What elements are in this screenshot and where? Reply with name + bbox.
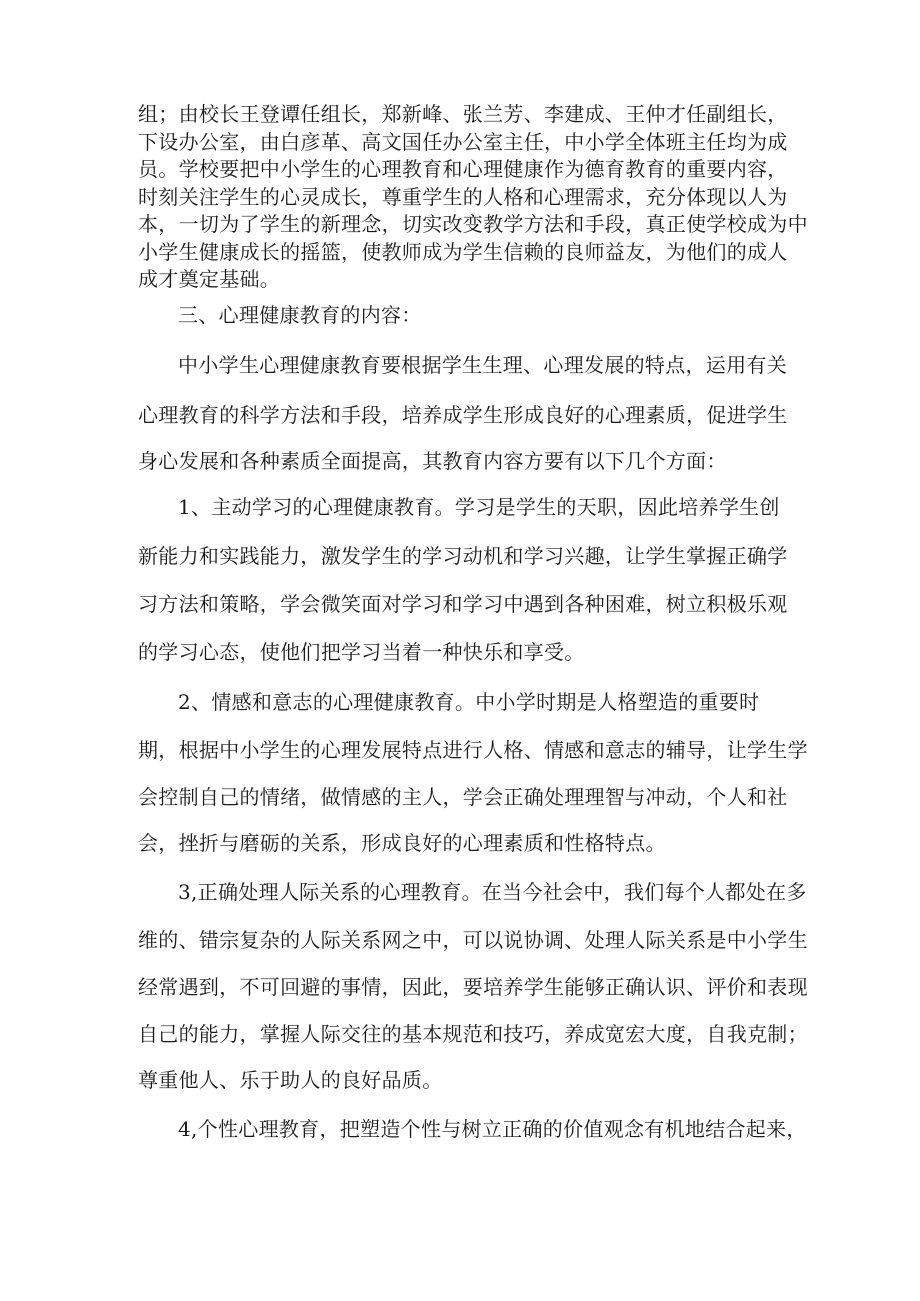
text-line: 期，根据中小学生的心理发展特点进行人格、情感和意志的辅导，让学生学 (138, 738, 808, 762)
text-line: 经常遇到，不可回避的事情，因此，要培养学生能够正确认识、评价和表现 (138, 975, 808, 999)
text-line: 会控制自己的情绪，做情感的主人，学会正确处理理智与冲动，个人和社 (138, 785, 788, 809)
text-line: 身心发展和各种素质全面提高，其教育内容方要有以下几个方面： (138, 449, 727, 473)
text-line: 成才奠定基础。 (138, 267, 281, 291)
text-line: 尊重他人、乐于助人的良好品质。 (138, 1068, 443, 1092)
text-line: 3,正确处理人际关系的心理教育。在当今社会中，我们每个人都处在多 (178, 880, 807, 904)
text-line: 会，挫折与磨砺的关系，形成良好的心理素质和性格特点。 (138, 831, 666, 855)
text-line: 自己的能力，掌握人际交往的基本规范和技巧，养成宽宏大度，自我克制； (138, 1022, 808, 1046)
text-line: 中小学生心理健康教育要根据学生生理、心理发展的特点，运用有关 (178, 353, 787, 377)
text-line: 2、情感和意志的心理健康教育。中小学时期是人格塑造的重要时 (178, 690, 760, 714)
text-line: 本，一切为了学生的新理念，切实改变教学方法和手段，真正使学校成为中 (138, 212, 808, 236)
text-line: 维的、错宗复杂的人际关系网之中，可以说协调、处理人际关系是中小学生 (138, 928, 808, 952)
text-line: 新能力和实践能力，激发学生的学习动机和学习兴趣，让学生掌握正确学 (138, 544, 788, 568)
text-line: 下设办公室，由白彦革、高文国任办公室主任，中小学全体班主任均为成 (138, 130, 788, 154)
text-line: 小学生健康成长的摇篮，使教师成为学生信赖的良师益友，为他们的成人 (138, 240, 788, 264)
text-line: 心理教育的科学方法和手段，培养成学生形成良好的心理素质，促进学生 (138, 403, 788, 427)
text-line: 习方法和策略，学会微笑面对学习和学习中遇到各种困难，树立积极乐观 (138, 592, 788, 616)
section-heading: 三、心理健康教育的内容： (178, 303, 422, 327)
text-line: 组；由校长王登谭任组长，郑新峰、张兰芳、李建成、王仲才任副组长， (138, 102, 788, 126)
text-line: 4,个性心理教育，把塑造个性与树立正确的价值观念有机地结合起来， (178, 1117, 807, 1141)
text-line: 的学习心态，使他们把学习当着一种快乐和享受。 (138, 640, 585, 664)
text-line: 员。学校要把中小学生的心理教育和心理健康作为德育教育的重要内容， (138, 157, 788, 181)
text-line: 时刻关注学生的心灵成长，尊重学生的人格和心理需求，充分体现以人为 (138, 185, 788, 209)
text-line: 1、主动学习的心理健康教育。学习是学生的天职，因此培养学生创 (178, 495, 780, 519)
